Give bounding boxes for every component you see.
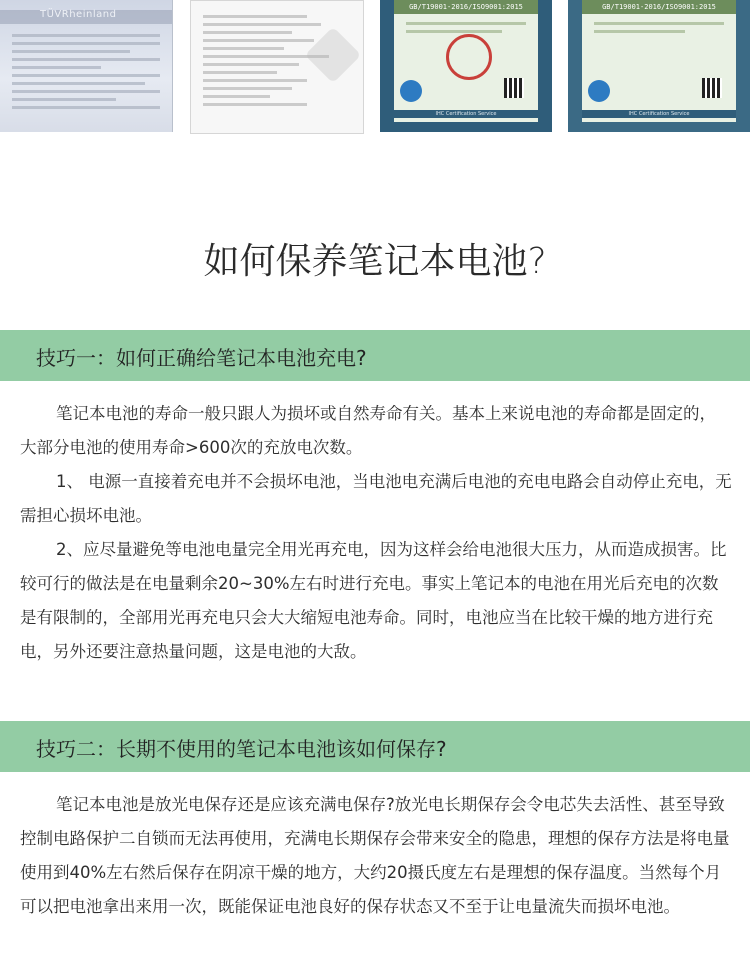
red-seal-icon <box>446 34 492 80</box>
certificate-text-lines <box>203 15 351 111</box>
paragraph <box>20 465 732 533</box>
certificate-footer: IHC Certification Service <box>394 110 538 118</box>
certificate-paper <box>582 0 736 122</box>
certificate-brand: TÜVRheinland <box>40 9 117 20</box>
certificate-image-iso-en <box>380 0 552 132</box>
section-header-charging <box>0 330 750 381</box>
paragraph <box>20 397 732 465</box>
section-header-storage <box>0 721 750 772</box>
qr-code-icon <box>504 78 524 98</box>
certificate-image-tuv <box>0 0 173 132</box>
page-title: 如何保养笔记本电池? <box>203 241 547 282</box>
paragraph-text: 笔记本电池是放光电保存还是应该充满电保存?放光电长期保存会令电芯失去活性、甚至导致控制电路保护二自锁而无法再使用，充满电长期保存会带来安全的隐患，理想的保存方法是将电量使用到40%左右然后保存在阴凉干燥的地方，大约20摄氏度左右是理想的保存温度。当然每个月可以把电池拿出来用一次，既能保证电池良好的保存状态又不至于让电量流失而损坏电池。 <box>20 795 730 916</box>
certificate-footer: IHC Certification Service <box>582 110 736 118</box>
certificate-strip <box>0 0 750 140</box>
globe-icon <box>588 80 610 102</box>
certificate-text-lines <box>12 34 160 114</box>
paragraph-text: 笔记本电池的寿命一般只跟人为损坏或自然寿命有关。基本上来说电池的寿命都是固定的，大部分电池的使用寿命>600次的充放电次数。 <box>20 404 716 457</box>
certificate-text-lines <box>594 22 724 38</box>
certificate-paper <box>394 0 538 122</box>
certificate-image-report <box>190 0 364 134</box>
paragraph-text: 2、应尽量避免等电池电量完全用光再充电，因为这样会给电池很大压力，从而造成损害。比较可行的做法是在电量剩余20~30%左右时进行充电。事实上笔记本的电池在用光后充电的次数是有限制的，全部用光再充电只会大大缩短电池寿命。同时，电池应当在比较干燥的地方进行充电，另外还要注意热量问题，这是电池的大敌。 <box>20 540 727 661</box>
paragraph <box>20 788 732 924</box>
certificate-header: GB/T19001-2016/ISO9001:2015 <box>394 0 538 14</box>
qr-code-icon <box>702 78 722 98</box>
certificate-header: GB/T19001-2016/ISO9001:2015 <box>582 0 736 14</box>
certificate-image-iso-cn <box>568 0 750 132</box>
globe-icon <box>400 80 422 102</box>
paragraph-text: 1、 电源一直接着充电并不会损坏电池，当电池电充满后电池的充电电路会自动停止充电，无需担心损坏电池。 <box>20 472 732 525</box>
section-heading: 技巧一：如何正确给笔记本电池充电? <box>36 346 367 370</box>
paragraph <box>20 533 732 669</box>
section-heading: 技巧二：长期不使用的笔记本电池该如何保存? <box>36 737 447 761</box>
